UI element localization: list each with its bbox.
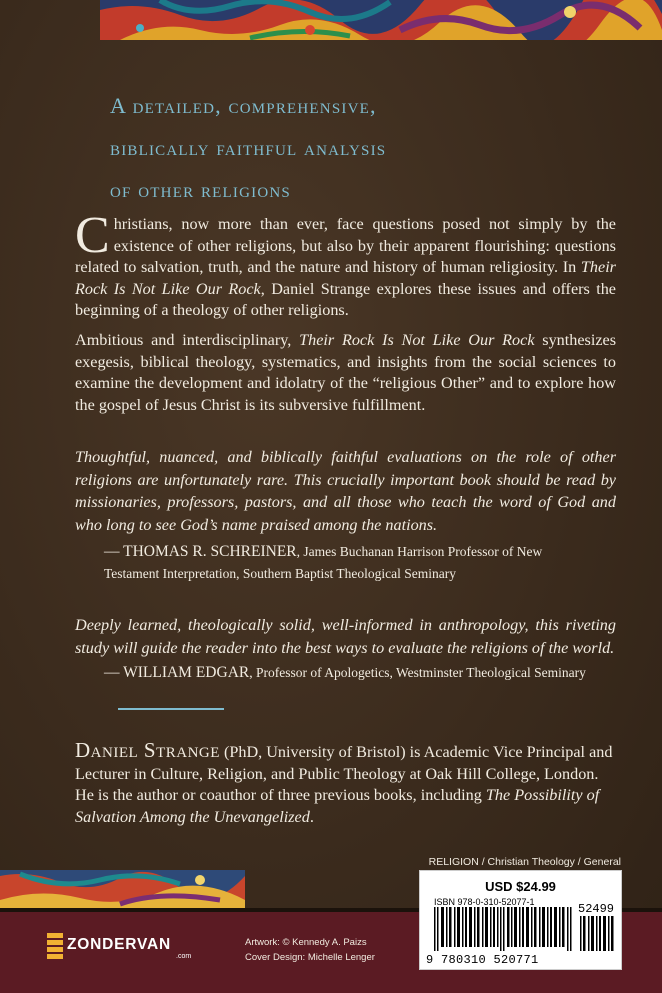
barcode-digits: 9 780310 520771 — [426, 953, 539, 967]
barcode-box — [419, 870, 622, 970]
headline-line: A detailed, comprehensive, — [110, 93, 377, 118]
zondervan-logo-icon — [47, 933, 63, 959]
endorser-affiliation: , Professor of Apologetics, Westminster Theological Seminary — [249, 665, 586, 680]
isbn-label: ISBN 978-0-310-52077-1 — [434, 897, 535, 907]
price-label: USD $24.99 — [485, 879, 556, 894]
paragraph-text: synthesizes exegesis, biblical theology, systematics, and insights from the social sciences to examine the development and idolatry of the “religious Other” and to explore how the gospel of Jesus Christ is its subversive fulfillment. — [75, 331, 617, 414]
publisher-suffix: .com — [176, 953, 192, 960]
book-title: Their Rock Is Not Like Our Rock — [75, 258, 616, 298]
barcode-supplement — [580, 916, 614, 951]
headline-line: biblically faithful analysis — [110, 135, 387, 160]
book-title: Their Rock Is Not Like Our Rock — [299, 331, 535, 349]
headline-line: of other religions — [110, 177, 291, 202]
bio-text: . — [309, 807, 314, 826]
description-paragraph-2 — [75, 330, 616, 416]
drop-cap: C — [75, 207, 110, 264]
design-credit: Cover Design: Michelle Lenger — [245, 952, 375, 963]
endorsement-quote: Deeply learned, theologically solid, well-informed in anthropology, this riveting study will guide the reader into the best ways to evaluate the religions of the world. — [75, 616, 616, 657]
description-paragraph-1 — [75, 207, 616, 322]
paragraph-text: , Daniel Strange explores these issues and offers the beginning of a theology of other religions. — [75, 279, 616, 319]
book-title: The Possibility of Salvation Among the Unevangelized — [75, 786, 600, 826]
paragraph-text: Ambitious and interdisciplinary, — [75, 331, 300, 349]
bio-text: (PhD, University of Bristol) is Academic Vice Principal and Lecturer in Culture, Religion, and Public Theology at Oak Hill College, London. He is the author or coauthor of three previous books, including — [75, 743, 613, 804]
barcode-ean — [434, 907, 574, 951]
credits — [245, 935, 375, 965]
endorsement-attribution — [104, 541, 574, 585]
endorser-affiliation: , James Buchanan Harrison Professor of New Testament Interpretation, Southern Baptist Theological Seminary — [104, 544, 543, 581]
publisher-logo — [47, 931, 217, 967]
divider-rule — [118, 708, 224, 710]
author-name: Daniel Strange — [75, 738, 220, 762]
artwork-credit: Artwork: © Kennedy A. Paizs — [245, 937, 367, 948]
category-label: RELIGION / Christian Theology / General — [428, 856, 621, 868]
endorser-name: — THOMAS R. SCHREINER — [104, 543, 297, 560]
supplement-digits: 52499 — [578, 902, 615, 916]
endorsement-attribution — [104, 662, 624, 684]
headline — [110, 85, 630, 211]
paragraph-text: hristians, now more than ever, face questions posed not simply by the existence of other religions, but also by their apparent flourishing: questions related to salvation, truth, and the nature and history of human religiosity. In — [75, 215, 616, 276]
endorser-name: — WILLIAM EDGAR — [104, 664, 250, 681]
publisher-name: ZONDERVAN — [67, 936, 171, 953]
cover-painting-top — [100, 0, 662, 40]
endorsement-quote: Thoughtful, nuanced, and biblically faithful evaluations on the role of other religions are unfortunately rare. This crucially important book should be read by missionaries, professors, pastors, and all those who teach the word of God and who long to see God’s name praised among the nations. — [75, 448, 616, 534]
cover-painting-bottom — [0, 870, 245, 908]
author-bio — [75, 740, 620, 828]
